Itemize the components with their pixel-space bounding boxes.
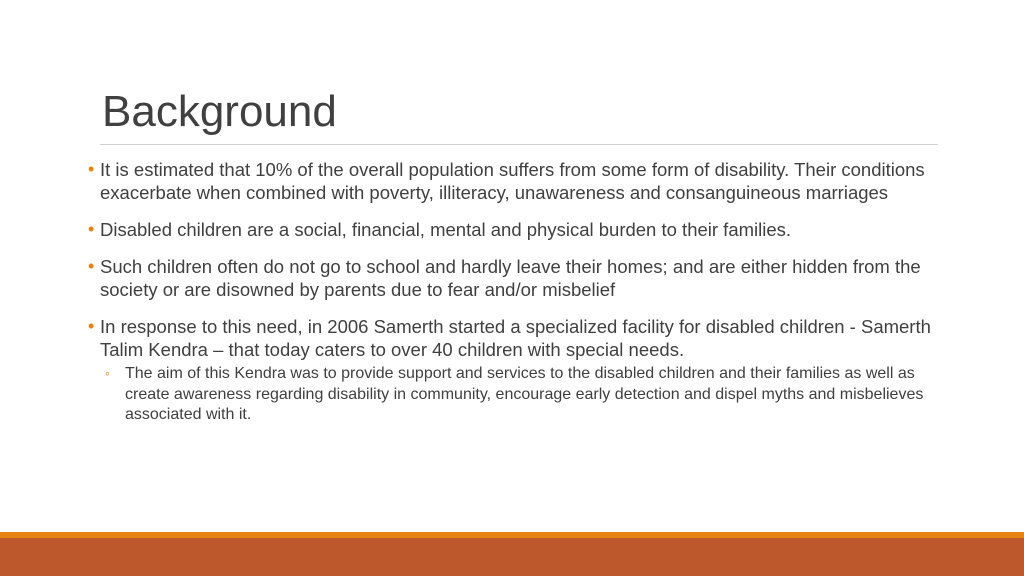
bullet-text: In response to this need, in 2006 Samerth started a specialized facility for disabled children - Samerth Talim Kendra – that today caters to over 40 children with special needs. <box>100 316 931 360</box>
sub-bullet-text: The aim of this Kendra was to provide support and services to the disabled children and their families as well as create awareness regarding disability in community, encourage early detection and dispel myths and misbelieves associated with it. <box>125 365 924 423</box>
bullet-item <box>88 218 946 241</box>
bullet-marker: • <box>88 256 95 276</box>
bullet-item <box>88 315 946 361</box>
slide-content <box>88 158 946 426</box>
sub-bullet-item <box>88 364 946 426</box>
bullet-text: Such children often do not go to school and hardly leave their homes; and are either hidden from the society or are disowned by parents due to fear and/or misbelief <box>100 256 921 300</box>
bullet-text: Disabled children are a social, financial, mental and physical burden to their families. <box>100 219 792 240</box>
footer-band <box>0 538 1024 576</box>
bullet-marker: • <box>88 219 95 239</box>
sub-bullet-marker: ◦ <box>105 365 110 381</box>
bullet-item <box>88 255 946 301</box>
bullet-item <box>88 158 946 204</box>
bullet-marker: • <box>88 316 95 336</box>
bullet-marker: • <box>88 159 95 179</box>
slide-title: Background <box>102 87 337 136</box>
title-divider <box>100 144 938 145</box>
bullet-text: It is estimated that 10% of the overall population suffers from some form of disability. Their conditions exacerbate when combined with poverty, illiteracy, unawareness and consanguineous marriages <box>100 159 925 203</box>
